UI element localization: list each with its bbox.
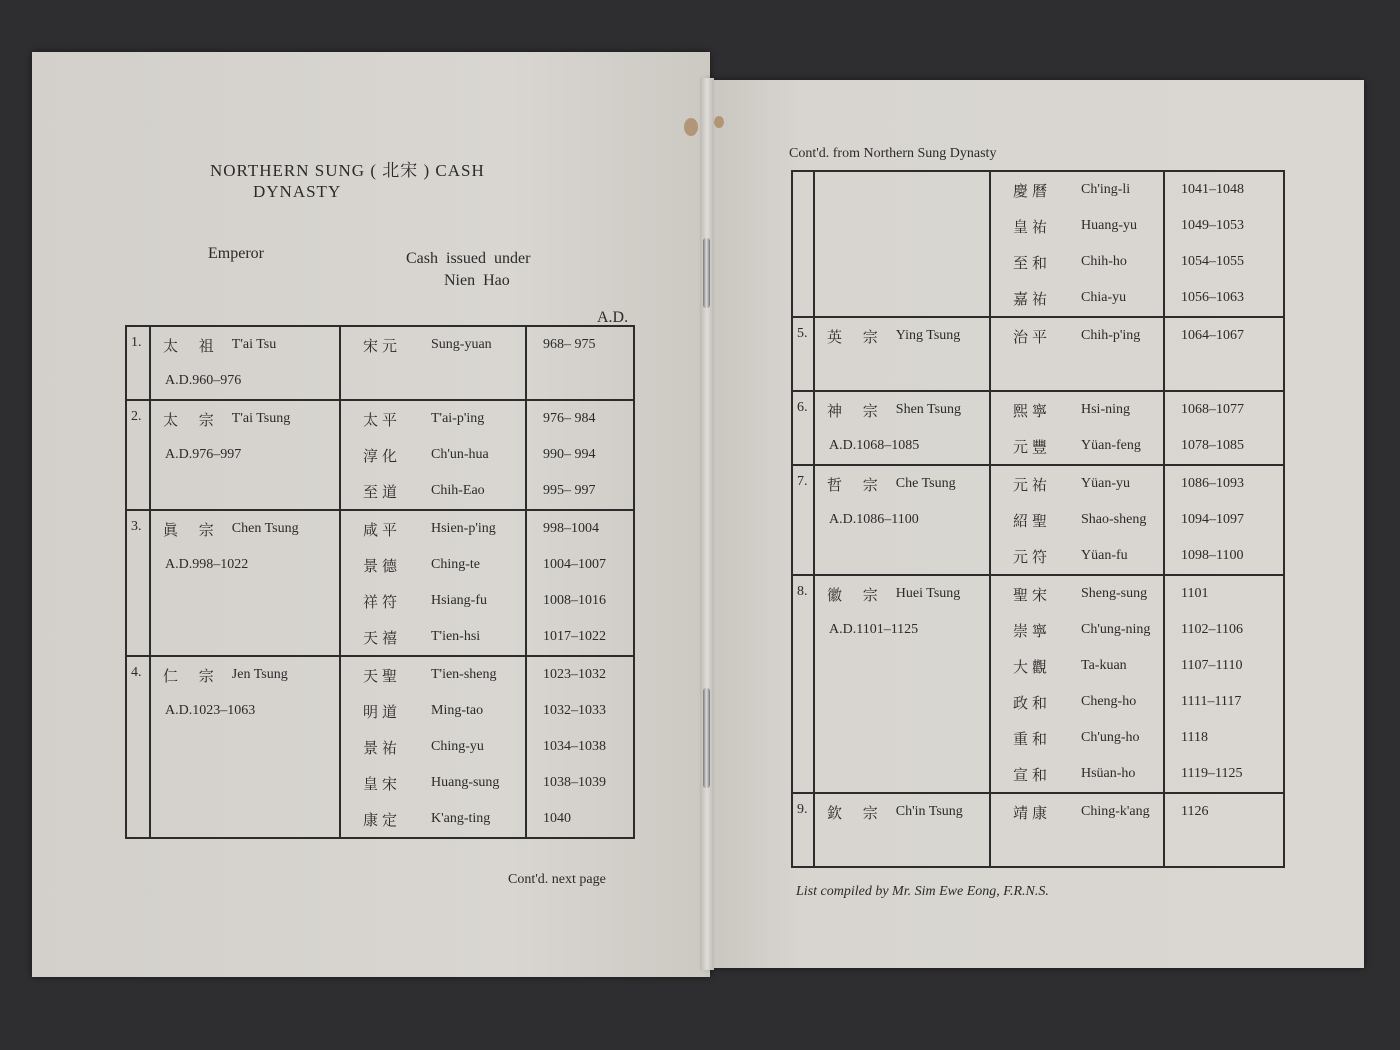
- reign-number: 3.: [126, 510, 150, 656]
- emperor-reign-years: A.D.1101–1125: [829, 622, 919, 637]
- era-romanized: Ta-kuan: [1081, 658, 1127, 673]
- emperor-reign-years: A.D.1086–1100: [829, 512, 919, 527]
- era-romanized: Ching-te: [431, 557, 480, 572]
- continued-note: Cont'd. next page: [508, 872, 606, 887]
- era-names-cell: [990, 793, 1164, 867]
- era-chinese: 慶曆: [1013, 181, 1052, 200]
- era-chinese: 咸平: [363, 520, 402, 539]
- emperor-name: [815, 466, 989, 502]
- era-romanized: T'ai-p'ing: [431, 411, 485, 426]
- emperor-chinese: 神 宗: [827, 401, 886, 420]
- emperor-romanized: Jen Tsung: [231, 667, 288, 682]
- era-entry: [341, 729, 525, 765]
- staple-bottom: [703, 688, 710, 788]
- era-years-cell: [526, 656, 634, 838]
- emperor-romanized: Ch'in Tsung: [895, 804, 963, 819]
- emperor-reign-years: A.D.960–976: [165, 373, 242, 388]
- reign-number: 6.: [792, 391, 814, 465]
- era-romanized: Chih-Eao: [431, 483, 485, 498]
- reign-number: 8.: [792, 575, 814, 793]
- emperor-romanized: Chen Tsung: [231, 521, 299, 536]
- emperor-chinese: 太 宗: [163, 410, 222, 429]
- emperor-name: [151, 401, 339, 437]
- era-chinese: 治平: [1013, 327, 1052, 346]
- reign-row: [792, 391, 1284, 465]
- era-romanized: Ch'ing-li: [1081, 182, 1131, 197]
- era-chinese: 太平: [363, 410, 402, 429]
- reign-number: 9.: [792, 793, 814, 867]
- era-chinese: 康定: [363, 810, 402, 829]
- col-header-ad: A.D.: [597, 309, 629, 326]
- era-entry: [991, 538, 1163, 574]
- era-romanized: K'ang-ting: [431, 811, 491, 826]
- era-chinese: 元符: [1013, 547, 1052, 566]
- era-chinese: 淳化: [363, 446, 402, 465]
- era-romanized: Ch'un-hua: [431, 447, 489, 462]
- era-chinese: 崇寧: [1013, 621, 1052, 640]
- era-years: 1102–1106: [1181, 622, 1243, 637]
- era-chinese: 熙寧: [1013, 401, 1052, 420]
- right-reign-table: [791, 170, 1285, 868]
- reign-row: [126, 656, 634, 838]
- era-names-cell: [340, 326, 526, 400]
- era-years-cell: [1164, 391, 1284, 465]
- era-names-cell: [990, 171, 1164, 317]
- era-years: 1107–1110: [1181, 658, 1243, 673]
- era-years: 1004–1007: [543, 557, 606, 572]
- era-romanized: Chih-p'ing: [1081, 328, 1141, 343]
- era-entry: [341, 693, 525, 729]
- era-years: 1064–1067: [1181, 328, 1244, 343]
- era-years: 995– 997: [543, 483, 596, 498]
- era-romanized: Sung-yuan: [431, 337, 492, 352]
- era-entry: [341, 547, 525, 583]
- era-names-cell: [990, 317, 1164, 391]
- rust-stain: [714, 116, 724, 128]
- era-romanized: Ch'ung-ho: [1081, 730, 1140, 745]
- reign-row: [792, 317, 1284, 391]
- era-names-cell: [990, 391, 1164, 465]
- era-years: 1098–1100: [1181, 548, 1244, 563]
- emperor-name: [151, 511, 339, 547]
- emperor-reign-years: A.D.976–997: [165, 447, 242, 462]
- era-years: 1126: [1181, 804, 1209, 819]
- era-chinese: 明道: [363, 702, 402, 721]
- era-years: 1101: [1181, 586, 1209, 601]
- emperor-name: [815, 172, 989, 208]
- emperor-romanized: Che Tsung: [895, 476, 956, 491]
- era-entry: [991, 172, 1163, 208]
- era-years: 1111–1117: [1181, 694, 1242, 709]
- era-romanized: Chia-yu: [1081, 290, 1127, 305]
- emperor-romanized: T'ai Tsung: [231, 411, 291, 426]
- era-entry: [991, 648, 1163, 684]
- era-entry: [991, 318, 1163, 354]
- emperor-chinese: 英 宗: [827, 327, 886, 346]
- era-romanized: Yüan-yu: [1081, 476, 1130, 491]
- era-romanized: Huang-sung: [431, 775, 500, 790]
- reign-number: 2.: [126, 400, 150, 510]
- era-years-cell: [1164, 793, 1284, 867]
- emperor-chinese: 眞 宗: [163, 520, 222, 539]
- era-years-cell: [1164, 575, 1284, 793]
- era-entry: [341, 583, 525, 619]
- era-chinese: 景祐: [363, 738, 402, 757]
- era-years: 1119–1125: [1181, 766, 1243, 781]
- emperor-name: [815, 392, 989, 428]
- emperor-cell: [814, 391, 990, 465]
- era-chinese: 至道: [363, 482, 402, 501]
- era-entry: [991, 794, 1163, 830]
- era-chinese: 大觀: [1013, 657, 1052, 676]
- reign-number: 5.: [792, 317, 814, 391]
- era-years: 1040: [543, 811, 571, 826]
- era-years: 976– 984: [543, 411, 596, 426]
- emperor-cell: [150, 656, 340, 838]
- reign-row: [126, 400, 634, 510]
- era-romanized: Huang-yu: [1081, 218, 1137, 233]
- era-chinese: 皇祐: [1013, 217, 1052, 236]
- emperor-chinese: 欽 宗: [827, 803, 886, 822]
- era-years: 1023–1032: [543, 667, 606, 682]
- era-entry: [991, 466, 1163, 502]
- era-chinese: 元祐: [1013, 475, 1052, 494]
- era-entry: [991, 612, 1163, 648]
- era-years-cell: [526, 400, 634, 510]
- era-chinese: 皇宋: [363, 774, 402, 793]
- emperor-cell: [150, 400, 340, 510]
- emperor-romanized: Huei Tsung: [895, 586, 961, 601]
- era-chinese: 元豐: [1013, 437, 1052, 456]
- era-entry: [991, 208, 1163, 244]
- era-entry: [341, 801, 525, 837]
- era-entry: [991, 756, 1163, 792]
- era-chinese: 至和: [1013, 253, 1052, 272]
- era-romanized: Ching-k'ang: [1081, 804, 1150, 819]
- era-names-cell: [340, 656, 526, 838]
- era-romanized: Hsi-ning: [1081, 402, 1130, 417]
- emperor-reign-years: [815, 830, 989, 866]
- era-entry: [991, 244, 1163, 280]
- era-entry: [341, 473, 525, 509]
- col-header-cash: Cash issued under: [406, 250, 531, 267]
- era-years: 990– 994: [543, 447, 596, 462]
- era-entry: [991, 720, 1163, 756]
- emperor-name: [151, 327, 339, 363]
- era-years: 1068–1077: [1181, 402, 1244, 417]
- era-years-cell: [526, 510, 634, 656]
- era-romanized: Chih-ho: [1081, 254, 1127, 269]
- era-entry: [341, 327, 525, 363]
- emperor-reign-years: A.D.1068–1085: [829, 438, 920, 453]
- era-chinese: 靖康: [1013, 803, 1052, 822]
- era-chinese: 聖宋: [1013, 585, 1052, 604]
- era-years-cell: [1164, 171, 1284, 317]
- reign-number: 1.: [126, 326, 150, 400]
- era-chinese: 天禧: [363, 628, 402, 647]
- era-names-cell: [990, 575, 1164, 793]
- era-chinese: 紹聖: [1013, 511, 1052, 530]
- emperor-romanized: T'ai Tsu: [231, 337, 277, 352]
- emperor-name: [815, 318, 989, 354]
- emperor-romanized: Shen Tsung: [895, 402, 962, 417]
- emperor-reign-years: [815, 354, 989, 390]
- era-chinese: 嘉祐: [1013, 289, 1052, 308]
- era-years: 1086–1093: [1181, 476, 1244, 491]
- reign-row: [792, 171, 1284, 317]
- era-years: 1017–1022: [543, 629, 606, 644]
- reign-number: [792, 171, 814, 317]
- emperor-name: [151, 657, 339, 693]
- emperor-cell: [150, 510, 340, 656]
- page-title: NORTHERN SUNG ( 北宋 ) CASH: [210, 161, 485, 180]
- era-chinese: 政和: [1013, 693, 1052, 712]
- page-title-line2: DYNASTY: [253, 182, 342, 201]
- emperor-cell: [814, 465, 990, 575]
- emperor-reign-years: A.D.998–1022: [165, 557, 249, 572]
- era-romanized: Ching-yu: [431, 739, 484, 754]
- era-years: 1118: [1181, 730, 1208, 745]
- era-years: 1041–1048: [1181, 182, 1244, 197]
- reign-number: 4.: [126, 656, 150, 838]
- era-names-cell: [990, 465, 1164, 575]
- era-entry: [991, 684, 1163, 720]
- col-header-nien-hao: Nien Hao: [444, 272, 510, 289]
- era-chinese: 天聖: [363, 666, 402, 685]
- era-years: 1049–1053: [1181, 218, 1244, 233]
- emperor-cell: [814, 317, 990, 391]
- era-entry: [991, 392, 1163, 428]
- era-romanized: Sheng-sung: [1081, 586, 1148, 601]
- era-entry: [991, 428, 1163, 464]
- era-years: 1008–1016: [543, 593, 606, 608]
- era-romanized: Hsien-p'ing: [431, 521, 496, 536]
- era-romanized: Yüan-feng: [1081, 438, 1141, 453]
- era-years: 1078–1085: [1181, 438, 1244, 453]
- reign-row: [792, 793, 1284, 867]
- emperor-romanized: Ying Tsung: [895, 328, 961, 343]
- left-reign-table: [125, 325, 635, 839]
- era-names-cell: [340, 510, 526, 656]
- staple-top: [703, 238, 710, 308]
- era-years: 968– 975: [543, 337, 596, 352]
- emperor-cell: [814, 171, 990, 317]
- emperor-cell: [150, 326, 340, 400]
- era-entry: [341, 437, 525, 473]
- continued-header: Cont'd. from Northern Sung Dynasty: [789, 146, 997, 161]
- era-entry: [341, 765, 525, 801]
- emperor-cell: [814, 793, 990, 867]
- era-chinese: 重和: [1013, 729, 1052, 748]
- era-years-cell: [1164, 317, 1284, 391]
- era-romanized: Hsiang-fu: [431, 593, 487, 608]
- emperor-chinese: 哲 宗: [827, 475, 886, 494]
- era-years: 1056–1063: [1181, 290, 1244, 305]
- era-entry: [991, 280, 1163, 316]
- emperor-name: [815, 576, 989, 612]
- emperor-chinese: 太 祖: [163, 336, 222, 355]
- era-romanized: Ming-tao: [431, 703, 484, 718]
- era-romanized: Cheng-ho: [1081, 694, 1137, 709]
- era-names-cell: [340, 400, 526, 510]
- col-header-emperor: Emperor: [208, 245, 264, 262]
- era-years: 1032–1033: [543, 703, 606, 718]
- era-romanized: Yüan-fu: [1081, 548, 1128, 563]
- era-entry: [991, 576, 1163, 612]
- reign-row: [792, 575, 1284, 793]
- era-years: 998–1004: [543, 521, 599, 536]
- era-years: 1054–1055: [1181, 254, 1244, 269]
- era-entry: [991, 502, 1163, 538]
- era-romanized: T'ien-sheng: [431, 667, 497, 682]
- era-chinese: 宋元: [363, 336, 402, 355]
- era-romanized: T'ien-hsi: [431, 629, 481, 644]
- reign-number: 7.: [792, 465, 814, 575]
- compiler-credit: List compiled by Mr. Sim Ewe Eong, F.R.N.S.: [796, 884, 1049, 899]
- era-entry: [341, 511, 525, 547]
- era-chinese: 祥符: [363, 592, 402, 611]
- emperor-chinese: 仁 宗: [163, 666, 222, 685]
- era-entry: [341, 619, 525, 655]
- era-entry: [341, 657, 525, 693]
- era-entry: [341, 401, 525, 437]
- book-spine: [700, 78, 714, 970]
- emperor-reign-years: A.D.1023–1063: [165, 703, 256, 718]
- reign-row: [792, 465, 1284, 575]
- era-years: 1034–1038: [543, 739, 606, 754]
- era-romanized: Hsüan-ho: [1081, 766, 1136, 781]
- emperor-reign-years: [815, 208, 989, 244]
- era-romanized: Shao-sheng: [1081, 512, 1147, 527]
- era-years-cell: [526, 326, 634, 400]
- era-chinese: 宣和: [1013, 765, 1052, 784]
- reign-row: [126, 326, 634, 400]
- era-chinese: 景德: [363, 556, 402, 575]
- reign-row: [126, 510, 634, 656]
- emperor-name: [815, 794, 989, 830]
- emperor-cell: [814, 575, 990, 793]
- era-years-cell: [1164, 465, 1284, 575]
- era-years: 1038–1039: [543, 775, 606, 790]
- emperor-chinese: 徽 宗: [827, 585, 886, 604]
- era-years: 1094–1097: [1181, 512, 1244, 527]
- era-romanized: Ch'ung-ning: [1081, 622, 1151, 637]
- rust-stain: [684, 118, 698, 136]
